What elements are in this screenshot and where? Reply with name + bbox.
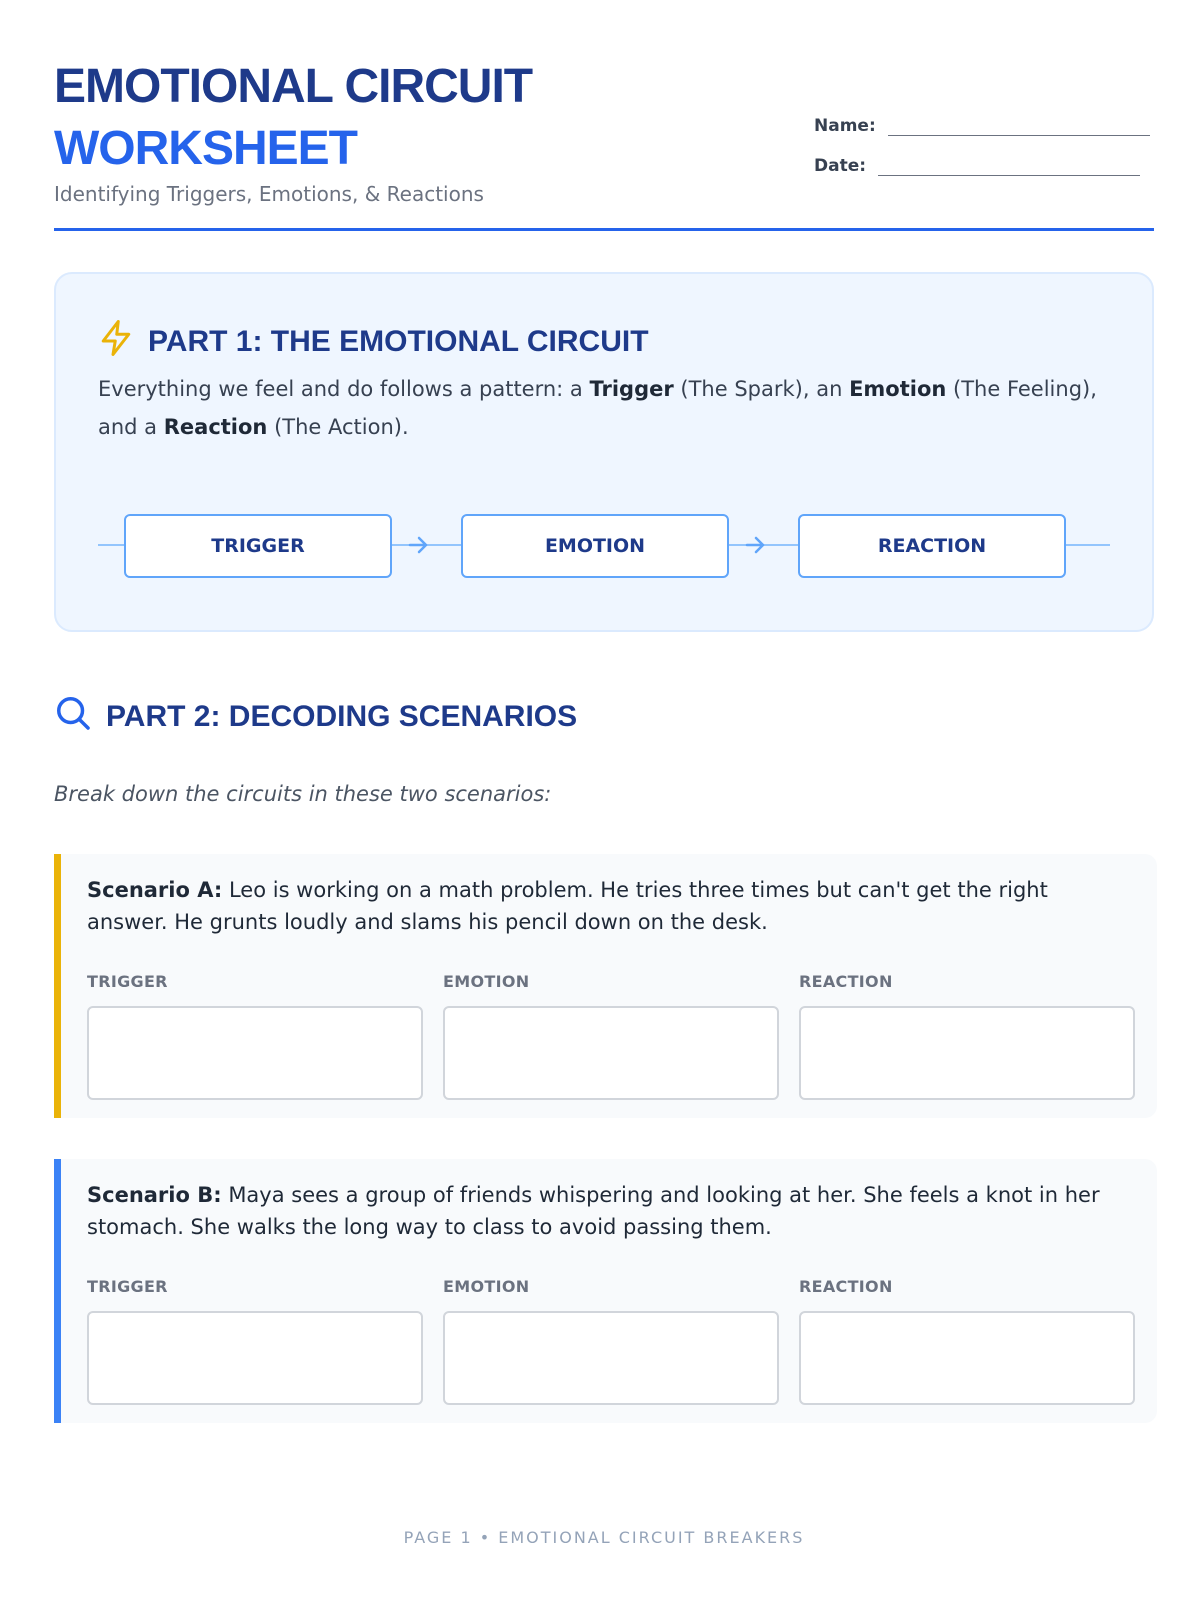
flow-box-reaction: REACTION	[798, 514, 1066, 578]
lightning-icon	[98, 318, 134, 366]
scenario-a-label: Scenario A:	[87, 878, 223, 902]
search-icon	[54, 694, 92, 740]
scenario-a-trigger-box[interactable]	[87, 1006, 423, 1100]
desc-text: (The Feeling), and a	[98, 377, 1097, 439]
scenario-a-emotion-label: EMOTION	[443, 972, 530, 991]
scenario-b-emotion-label: EMOTION	[443, 1277, 530, 1296]
scenario-b-body: Maya sees a group of friends whispering and looking at her. She feels a knot in her stomach. She walks the long way to class to avoid passing them.	[87, 1183, 1100, 1239]
title-line-1: EMOTIONAL CIRCUIT	[54, 60, 533, 113]
scenario-a-trigger-label: TRIGGER	[87, 972, 168, 991]
name-field	[814, 116, 1150, 136]
arrow-right-icon	[741, 532, 769, 558]
scenario-a-reaction-box[interactable]	[799, 1006, 1135, 1100]
desc-bold-trigger: Trigger	[589, 377, 674, 401]
scenario-b-text	[87, 1179, 1127, 1243]
scenario-b-trigger-label: TRIGGER	[87, 1277, 168, 1296]
part1-heading	[98, 318, 649, 366]
scenario-b-trigger-box[interactable]	[87, 1311, 423, 1405]
date-line[interactable]	[878, 174, 1140, 176]
page-footer: PAGE 1 • EMOTIONAL CIRCUIT BREAKERS	[403, 1528, 805, 1547]
scenario-a-card	[54, 854, 1157, 1118]
name-line[interactable]	[888, 134, 1150, 136]
scenario-b-card	[54, 1159, 1157, 1423]
part2-title: PART 2: DECODING SCENARIOS	[106, 700, 578, 733]
subtitle: Identifying Triggers, Emotions, & Reactions	[54, 182, 484, 206]
desc-text: (The Action).	[267, 415, 409, 439]
scenario-b-reaction-label: REACTION	[799, 1277, 893, 1296]
flow-box-emotion: EMOTION	[461, 514, 729, 578]
scenario-b-emotion-box[interactable]	[443, 1311, 779, 1405]
worksheet-header	[54, 56, 1154, 231]
desc-bold-reaction: Reaction	[163, 415, 268, 439]
date-field	[814, 156, 1140, 176]
name-label: Name:	[814, 116, 876, 136]
scenario-a-emotion-box[interactable]	[443, 1006, 779, 1100]
part2-intro: Break down the circuits in these two scenarios:	[54, 782, 552, 806]
arrow-right-icon	[404, 532, 432, 558]
circuit-flow	[98, 514, 1110, 576]
desc-text: (The Spark), an	[673, 377, 850, 401]
date-label: Date:	[814, 156, 867, 176]
desc-text: Everything we feel and do follows a pattern: a	[98, 377, 590, 401]
flow-box-trigger: TRIGGER	[124, 514, 392, 578]
part1-title: PART 1: THE EMOTIONAL CIRCUIT	[148, 325, 649, 358]
part1-panel	[54, 272, 1154, 632]
scenario-a-reaction-label: REACTION	[799, 972, 893, 991]
worksheet-page	[54, 0, 1154, 1600]
scenario-b-label: Scenario B:	[87, 1183, 222, 1207]
title-line-2: WORKSHEET	[54, 122, 357, 175]
part1-description	[98, 370, 1098, 446]
scenario-a-text	[87, 874, 1127, 938]
part2-heading	[54, 694, 577, 740]
desc-bold-emotion: Emotion	[849, 377, 947, 401]
scenario-b-reaction-box[interactable]	[799, 1311, 1135, 1405]
scenario-a-body: Leo is working on a math problem. He tries three times but can't get the right answer. He grunts loudly and slams his pencil down on the desk.	[87, 878, 1048, 934]
